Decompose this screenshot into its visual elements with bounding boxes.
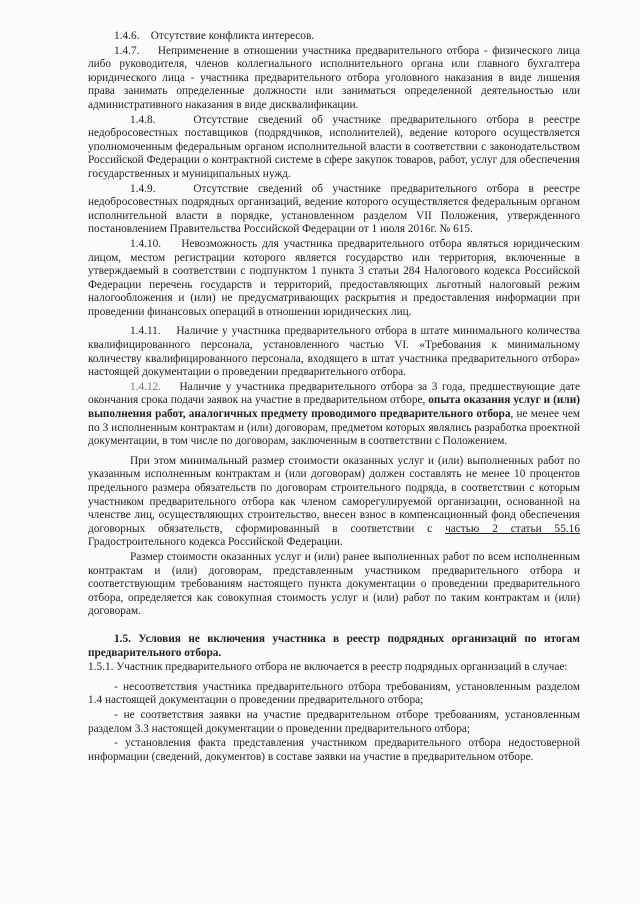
clause-text: 1.5.1. Участник предварительного отбора не включается в реестр подрядных организаций в случае: xyxy=(88,661,568,674)
clause-1-5-1 xyxy=(88,661,580,675)
section-heading-text: 1.5. Условия не включения участника в реестр подрядных организаций по итогам предварительного отбора. xyxy=(88,632,580,659)
clause-1-4-8 xyxy=(88,114,580,182)
paragraph-minimum-cost xyxy=(88,455,580,550)
clause-number: 1.4.8. xyxy=(130,113,156,126)
clause-text: Невозможность для участника предварительного отбора являться юридическим лицом, местом регистрации которого является государство или территория, включенные в утверждаемый в соответствии с подпунктом 1 пункта 3 статьи 284 Налогового кодекса Российской Федерации перечень государств и территорий, предоставляющих льготный налоговый режим налогообложения и (или) не предусматривающих раскрытия и предоставления информации при проведении финансовых операций в отношении юридических лиц. xyxy=(88,237,580,318)
clause-1-4-7 xyxy=(88,45,580,113)
list-item-text: - установления факта представления участником предварительного отбора недостоверной информации (сведений, документов) в составе заявки на участие в предварительном отборе. xyxy=(88,737,580,763)
paragraph-text: Размер стоимости оказанных услуг и (или) ранее выполненных работ по всем исполненным контрактам и (или) договорам, представленным участником предварительного отбора и соответствующим требованиям настоящего пункта документации о проведении предварительного отбора, определяется как совокупная стоимость услуг и (или) работ по таким контрактам и (или) договорам. xyxy=(88,550,580,618)
clause-text: Наличие у участника предварительного отбора в штате минимального количества квалифицированного персонала, установленного частью VI. «Требования к минимальному количеству квалифицированного персонала, входящего в штат участника предварительного отбора» настоящей документации о проведении предварительного отбора. xyxy=(88,325,581,379)
clause-text: Наличие у участника предварительного отбора за 3 года, предшествующие дате окончания срока подачи заявок на участие в предварительном отборе, xyxy=(88,380,580,407)
clause-text: Отсутствие конфликта интересов. xyxy=(150,30,315,42)
paragraph-text: При этом минимальный размер стоимости оказанных услуг и (или) выполненных работ по указанным исполненным контрактам и (или договорам) должен составлять не менее 10 процентов предельного размера обязательств по договорам строительного подряда, в соответствии с которым участником предварительного отбора как членом саморегулируемой организации, основанной на членстве лиц, осуществляющих строительство, внесен взнос в компенсационный фонд обеспечения договорных обязательств, сформированный в соответствии с xyxy=(88,454,580,535)
clause-text: Отсутствие сведений об участнике предварительного отбора в реестре недобросовестных подрядных организаций, ведение которого осуществляется федеральным органом исполнительной власти в порядке, установленном разделом VII Положения, утвержденного постановлением Правительства Российской Федерации от 1 июля 2016г. № 615. xyxy=(88,182,580,236)
clause-number: 1.4.9. xyxy=(130,182,156,195)
code-reference-link[interactable]: частью 2 статьи 55.16 xyxy=(445,522,580,535)
section-1-5-heading xyxy=(88,633,580,660)
clause-1-4-6 xyxy=(88,30,580,44)
clause-1-4-10 xyxy=(88,238,580,320)
clause-text: Отсутствие сведений об участнике предварительного отбора в реестре недобросовестных поставщиков (подрядчиков, исполнителей), ведение которого осуществляется уполномоченным федеральным органом исполнительной власти в соответствии с законодательством Российской Федерации о контрактной системе в сфере закупок товаров, работ, услуг для обеспечения государственных и муниципальных нужд. xyxy=(88,113,580,180)
list-item-false-information xyxy=(88,737,580,764)
clause-number: 1.4.6. xyxy=(114,30,140,42)
clause-number: 1.4.7. xyxy=(114,44,140,57)
list-item-nonconformity xyxy=(88,681,580,708)
clause-1-4-11 xyxy=(88,325,580,379)
clause-text-end: , не менее чем по 3 исполненным контрактам и (или) договорам, предметом которых являлись разработка проектной документации, в том числе по договорам, заключенным в соответствии с Положением. xyxy=(88,408,580,448)
clause-number: 1.4.10. xyxy=(130,237,162,250)
clause-text: Неприменение в отношении участника предварительного отбора - физического лица либо руководителя, членов коллегиального исполнительного органа или главного бухгалтера юридического лица - участника предварительного отбора уголовного наказания в виде лишения права занимать определенные должности или заниматься определенной деятельностью или административного наказания в виде дисквалификации. xyxy=(88,44,581,111)
paragraph-total-cost xyxy=(88,551,580,619)
clause-bold-text: опыта оказания услуг и (или) выполнения работ, аналогичных предмету проводимого предварительного отбора xyxy=(88,394,580,421)
list-item-text: - не соответствия заявки на участие предварительном отборе требованиям, установленным разделом 3.3 настоящей документации о проведении предварительного отбора; xyxy=(88,708,580,735)
paragraph-text-end: Градостроительного кодекса Российской Федерации. xyxy=(88,536,343,549)
clause-1-4-9 xyxy=(88,183,580,237)
clause-number: 1.4.12. xyxy=(130,380,162,393)
list-item-application-nonconformity xyxy=(88,709,580,736)
clause-1-4-12 xyxy=(88,381,580,449)
list-item-text: - несоответствия участника предварительного отбора требованиям, установленным разделом 1.4 настоящей документации о проведении предварительного отбора; xyxy=(88,680,580,707)
clause-number: 1.4.11. xyxy=(130,325,161,338)
